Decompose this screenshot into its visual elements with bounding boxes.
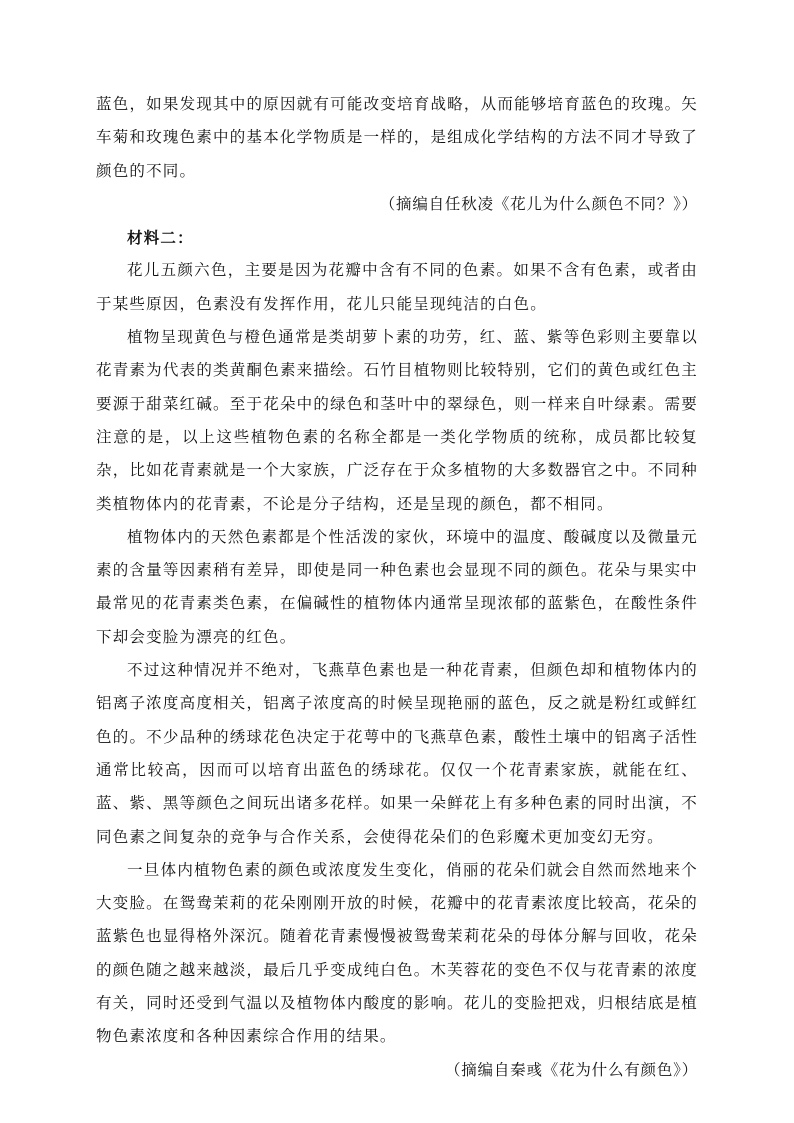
- paragraph-3: 植物体内的天然色素都是个性活泼的家伙，环境中的温度、酸碱度以及微量元素的含量等因素稍有差异，即使是同一种色素也会显现不同的颜色。花朵与果实中最常见的花青素类色素，在偏碱性的植物体内通常呈现浓郁的蓝紫色，在酸性条件下却会变脸为漂亮的红色。: [96, 527, 698, 646]
- intro-paragraph: 蓝色，如果发现其中的原因就有可能改变培育战略，从而能够培育蓝色的玫瑰。矢车菊和玫瑰色素中的基本化学物质是一样的，是组成化学结构的方法不同才导致了颜色的不同。: [96, 95, 698, 180]
- section-heading-material-2: 材料二：: [127, 228, 194, 248]
- paragraph-2: 植物呈现黄色与橙色通常是类胡萝卜素的功劳，红、蓝、紫等色彩则主要靠以花青素为代表的类黄酮色素来描绘。石竹目植物则比较特别，它们的黄色或红色主要源于甜菜红碱。至于花朵中的绿色和茎叶中的翠绿色，则一样来自叶绿素。需要注意的是，以上这些植物色素的名称全都是一类化学物质的统称，成员都比较复杂，比如花青素就是一个大家族，广泛存在于众多植物的大多数器官之中。不同种类植物体内的花青素，不论是分子结构，还是呈现的颜色，都不相同。: [96, 328, 698, 513]
- document-page: [96, 88, 698, 1087]
- paragraph-5: 一旦体内植物色素的颜色或浓度发生变化，俏丽的花朵们就会自然而然地来个大变脸。在鸳鸯茉莉的花朵刚刚开放的时候，花瓣中的花青素浓度比较高，花朵的蓝紫色也显得格外深沉。随着花青素慢慢被鸳鸯茉莉花朵的母体分解与回收，花朵的颜色随之越来越淡，最后几乎变成纯白色。木芙蓉花的变色不仅与花青素的浓度有关，同时还受到气温以及植物体内酸度的影响。花儿的变脸把戏，归根结底是植物色素浓度和各种因素综合作用的结果。: [96, 860, 698, 1046]
- source-citation-1: （摘编自任秋凌《花儿为什么颜色不同？》）: [379, 194, 698, 213]
- paragraph-1: 花儿五颜六色，主要是因为花瓣中含有不同的色素。如果不含有色素，或者由于某些原因，色素没有发挥作用，花儿只能呈现纯洁的白色。: [96, 261, 698, 313]
- paragraph-4: 不过这种情况并不绝对，飞燕草色素也是一种花青素，但颜色却和植物体内的铝离子浓度高度相关，铝离子浓度高的时候呈现艳丽的蓝色，反之就是粉红或鲜红色的。不少品种的绣球花色决定于花萼中的飞燕草色素，酸性土壤中的铝离子活性通常比较高，因而可以培育出蓝色的绣球花。仅仅一个花青素家族，就能在红、蓝、紫、黑等颜色之间玩出诸多花样。如果一朵鲜花上有多种色素的同时出演，不同色素之间复杂的竞争与合作关系，会使得花朵们的色彩魔术更加变幻无穷。: [96, 661, 698, 846]
- source-citation-2: （摘编自秦彧《花为什么有颜色》）: [444, 1060, 698, 1079]
